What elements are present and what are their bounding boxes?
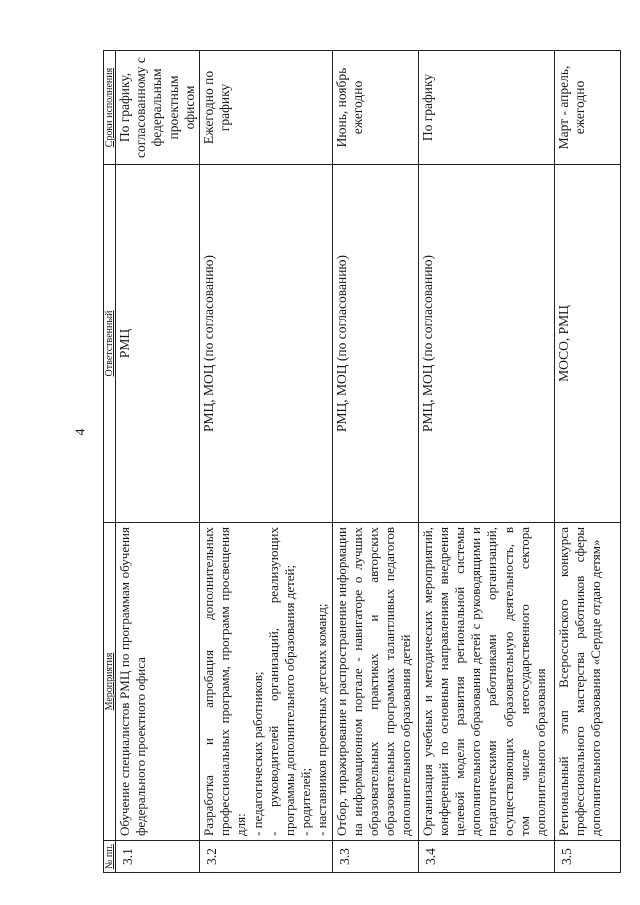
row-activity: Отбор, тиражирование и распространение информации на информационном портале - навигаторе о лучших образовательных практиках и авторских образовательных программах талантливых педагогов дополнительного образования детей	[332, 523, 418, 841]
header-activity: Мероприятия	[104, 523, 116, 841]
row-deadline: Июнь, ноябрь ежегодно	[332, 51, 418, 165]
row-num: 3.1	[116, 841, 200, 873]
row-num: 3.4	[418, 841, 554, 873]
page-number: 4	[73, 428, 89, 436]
row-activity: Региональный этап Всероссийского конкурса профессионального мастерства работников сферы дополнительного образования «Сердце отдаю детям»	[554, 523, 620, 841]
rotated-page-content	[103, 51, 611, 873]
table-row	[200, 51, 333, 873]
table-row	[116, 51, 200, 873]
header-deadline: Сроки исполнения	[104, 51, 116, 165]
row-num: 3.2	[200, 841, 333, 873]
row-responsible: МОСО, РМЦ	[554, 165, 620, 523]
row-num: 3.5	[554, 841, 620, 873]
row-responsible: РМЦ	[116, 165, 200, 523]
header-responsible: Ответственный	[104, 165, 116, 523]
table-row	[554, 51, 620, 873]
table-header-row	[104, 51, 116, 873]
row-activity: Разработка и апробация дополнительных профессиональных программ, программ просвещения для: - педагогических работников; - руководителей организаций, реализующих программы дополнительного образования детей; - родителей; - наставников проектных детских команд;	[200, 523, 333, 841]
row-responsible: РМЦ, МОЦ (по согласованию)	[332, 165, 418, 523]
row-activity: Организация учебных и методических мероприятий, конференций по основным направлениям внедрения целевой модели развития региональной системы дополнительного образования детей с руководящими и педагогическими работниками организаций, осуществляющих образовательную деятельность, в том числе негосударственного сектора дополнительного образования	[418, 523, 554, 841]
row-responsible: РМЦ, МОЦ (по согласованию)	[200, 165, 333, 523]
plan-table	[103, 50, 621, 873]
table-row	[332, 51, 418, 873]
row-deadline: Март - апрель, ежегодно	[554, 51, 620, 165]
row-activity: Обучение специалистов РМЦ по программам обучения федерального проектного офиса	[116, 523, 200, 841]
row-deadline: Ежегодно по графику	[200, 51, 333, 165]
row-deadline: По графику	[418, 51, 554, 165]
header-num: № пп.	[104, 841, 116, 873]
row-deadline: По графику, согласованному с федеральным проектным офисом	[116, 51, 200, 165]
row-num: 3.3	[332, 841, 418, 873]
row-responsible: РМЦ, МОЦ (по согласованию)	[418, 165, 554, 523]
table-row	[418, 51, 554, 873]
